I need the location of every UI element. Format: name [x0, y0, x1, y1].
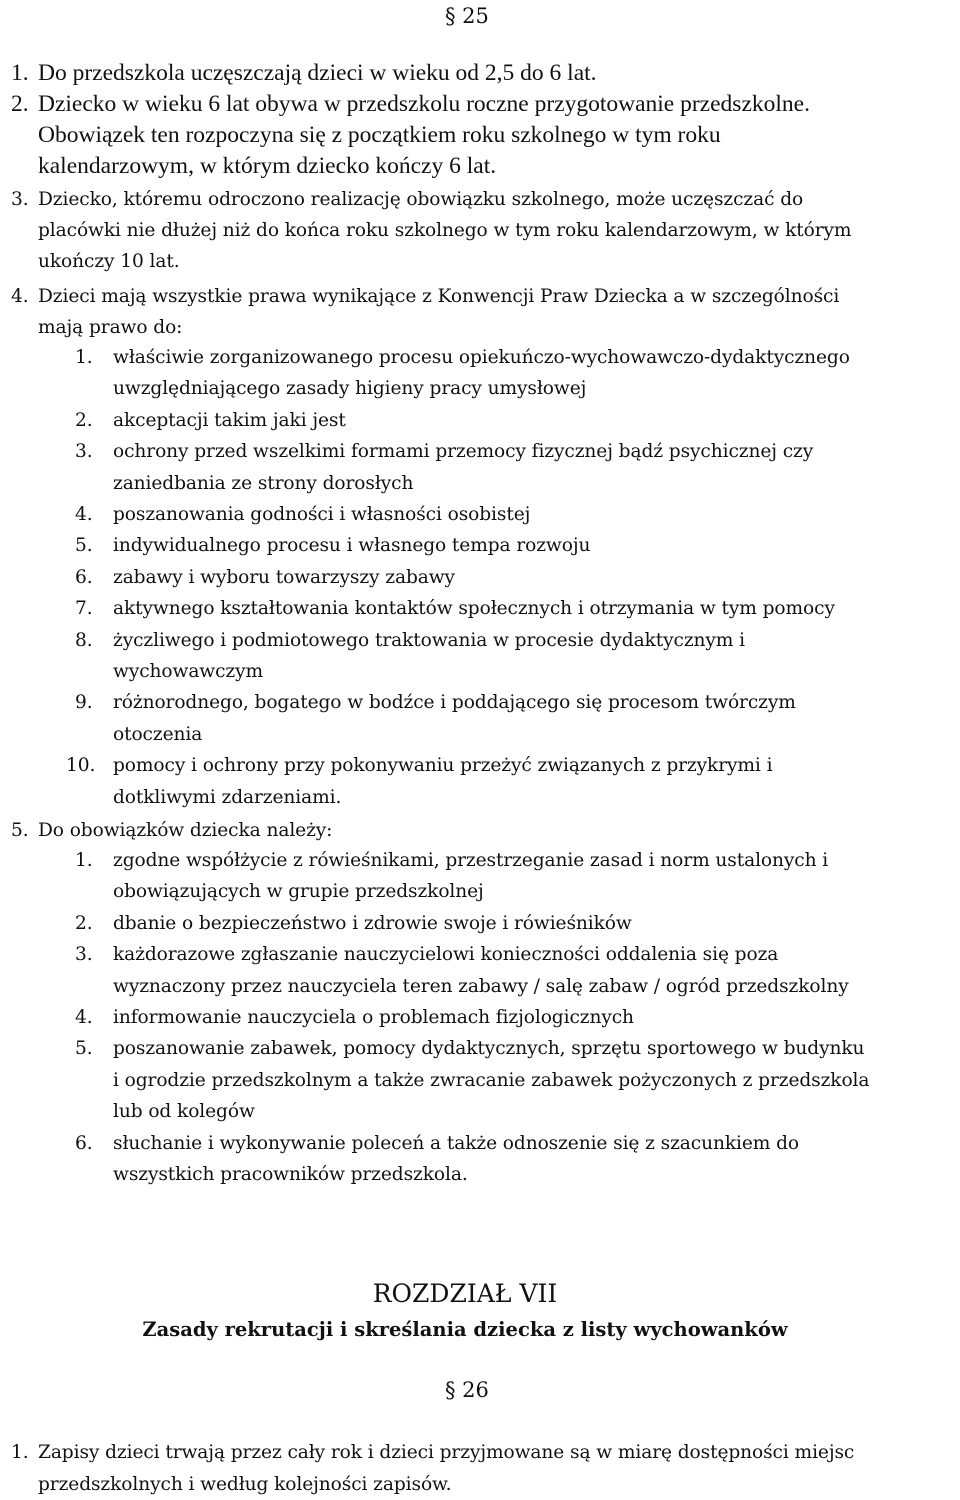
item-number: 5. — [11, 815, 29, 846]
item-text-line: wyznaczony przez nauczyciela teren zabawy / salę zabaw / ogród przedszkolny — [0, 971, 960, 1002]
item-text-line: wychowawczym — [0, 656, 960, 687]
list-item — [0, 184, 960, 277]
list-item-4 — [0, 281, 960, 344]
item-text-line: akceptacji takim jaki jest — [0, 405, 960, 436]
rights-item — [0, 625, 960, 688]
item-text-line: indywidualnego procesu i własnego tempa rozwoju — [0, 530, 960, 561]
item-text-line: zgodne współżycie z rówieśnikami, przestrzeganie zasad i norm ustalonych i — [0, 845, 960, 876]
list-item-5 — [0, 815, 960, 846]
item-number: 3. — [75, 939, 93, 970]
item-text-line: Do obowiązków dziecka należy: — [0, 815, 960, 846]
item-text-line: dotkliwymi zdarzeniami. — [0, 782, 960, 813]
item-text-line: Dziecko w wieku 6 lat obywa w przedszkolu roczne przygotowanie przedszkolne. — [0, 89, 960, 120]
item-number: 4. — [75, 499, 93, 530]
duties-item — [0, 1002, 960, 1033]
item-number: 5. — [75, 1033, 93, 1064]
item-text-line: dbanie o bezpieczeństwo i zdrowie swoje i rówieśników — [0, 908, 960, 939]
item-text-line: przedszkolnych i według kolejności zapisów. — [0, 1469, 960, 1500]
item-text-line: lub od kolegów — [0, 1096, 960, 1127]
enrollment-list — [0, 1437, 960, 1500]
item-number: 2. — [11, 89, 29, 120]
duties-item — [0, 939, 960, 1002]
item-number: 1. — [11, 1437, 29, 1469]
item-text-line: uwzględniającego zasady higieny pracy umysłowej — [0, 373, 960, 404]
rights-item — [0, 499, 960, 530]
duties-item — [0, 1128, 960, 1191]
item-text-line: aktywnego kształtowania kontaktów społecznych i otrzymania w tym pomocy — [0, 593, 960, 624]
duties-item — [0, 1033, 960, 1127]
item-text-line: otoczenia — [0, 719, 960, 750]
list-item — [0, 815, 960, 846]
item-number: 2. — [75, 908, 93, 939]
list-item — [0, 281, 960, 344]
list-item-3 — [0, 184, 960, 277]
item-text-line: Dzieci mają wszystkie prawa wynikające z Konwencji Praw Dziecka a w szczególności — [0, 281, 960, 312]
item-number: 7. — [75, 593, 93, 624]
item-text-line: właściwie zorganizowanego procesu opiekuńczo-wychowawczo-dydaktycznego — [0, 342, 960, 373]
item-number: 1. — [75, 845, 93, 876]
item-number: 10. — [66, 750, 95, 781]
rights-item — [0, 405, 960, 436]
item-text-line: życzliwego i podmiotowego traktowania w procesie dydaktycznym i — [0, 625, 960, 656]
item-text-line: mają prawo do: — [0, 312, 960, 343]
rights-list — [0, 342, 960, 813]
item-number: 1. — [11, 58, 29, 89]
duties-item — [0, 908, 960, 939]
rights-item — [0, 750, 960, 813]
item-number: 1. — [75, 342, 93, 373]
rights-item — [0, 593, 960, 624]
item-text-line: i ogrodzie przedszkolnym a także zwracanie zabawek pożyczonych z przedszkola — [0, 1065, 960, 1096]
item-number: 3. — [75, 436, 93, 467]
duties-list — [0, 845, 960, 1190]
item-text-line: słuchanie i wykonywanie poleceń a także odnoszenie się z szacunkiem do — [0, 1128, 960, 1159]
item-text-line: wszystkich pracowników przedszkola. — [0, 1159, 960, 1190]
item-text-line: informowanie nauczyciela o problemach fizjologicznych — [0, 1002, 960, 1033]
item-text-line: placówki nie dłużej niż do końca roku szkolnego w tym roku kalendarzowym, w którym — [0, 215, 960, 246]
list-item — [0, 89, 960, 182]
item-text-line: ochrony przed wszelkimi formami przemocy fizycznej bądź psychicznej czy — [0, 436, 960, 467]
item-text-line: zaniedbania ze strony dorosłych — [0, 468, 960, 499]
item-text-line: Dziecko, któremu odroczono realizację obowiązku szkolnego, może uczęszczać do — [0, 184, 960, 215]
chapter-title: ROZDZIAŁ VII — [0, 1279, 930, 1309]
rights-item — [0, 342, 960, 405]
item-text-line: zabawy i wyboru towarzyszy zabawy — [0, 562, 960, 593]
intro-list — [0, 58, 960, 182]
section-number-26: § 26 — [445, 1378, 505, 1402]
list-item — [0, 58, 960, 89]
item-text-line: Do przedszkola uczęszczają dzieci w wieku od 2,5 do 6 lat. — [0, 58, 960, 89]
item-number: 4. — [75, 1002, 93, 1033]
item-number: 8. — [75, 625, 93, 656]
item-text-line: obowiązujących w grupie przedszkolnej — [0, 876, 960, 907]
item-number: 5. — [75, 530, 93, 561]
item-number: 6. — [75, 1128, 93, 1159]
item-text-line: Zapisy dzieci trwają przez cały rok i dzieci przyjmowane są w miarę dostępności miejsc — [0, 1437, 960, 1469]
item-number: 3. — [11, 184, 29, 215]
item-text-line: poszanowanie zabawek, pomocy dydaktycznych, sprzętu sportowego w budynku — [0, 1033, 960, 1064]
item-text-line: różnorodnego, bogatego w bodźce i poddającego się procesom twórczym — [0, 687, 960, 718]
rights-item — [0, 687, 960, 750]
item-number: 2. — [75, 405, 93, 436]
item-text-line: każdorazowe zgłaszanie nauczycielowi konieczności oddalenia się poza — [0, 939, 960, 970]
rights-item — [0, 530, 960, 561]
list-item — [0, 1437, 960, 1500]
chapter-subtitle: Zasady rekrutacji i skreślania dziecka z listy wychowanków — [0, 1316, 930, 1344]
section-number-25: § 25 — [445, 4, 505, 28]
item-text-line: poszanowania godności i własności osobistej — [0, 499, 960, 530]
item-text-line: Obowiązek ten rozpoczyna się z początkiem roku szkolnego w tym roku — [0, 120, 960, 151]
rights-item — [0, 562, 960, 593]
item-text-line: pomocy i ochrony przy pokonywaniu przeżyć związanych z przykrymi i — [0, 750, 960, 781]
duties-item — [0, 845, 960, 908]
rights-item — [0, 436, 960, 499]
item-number: 6. — [75, 562, 93, 593]
item-text-line: kalendarzowym, w którym dziecko kończy 6 lat. — [0, 151, 960, 182]
item-number: 4. — [11, 281, 29, 312]
item-number: 9. — [75, 687, 93, 718]
item-text-line: ukończy 10 lat. — [0, 246, 960, 277]
